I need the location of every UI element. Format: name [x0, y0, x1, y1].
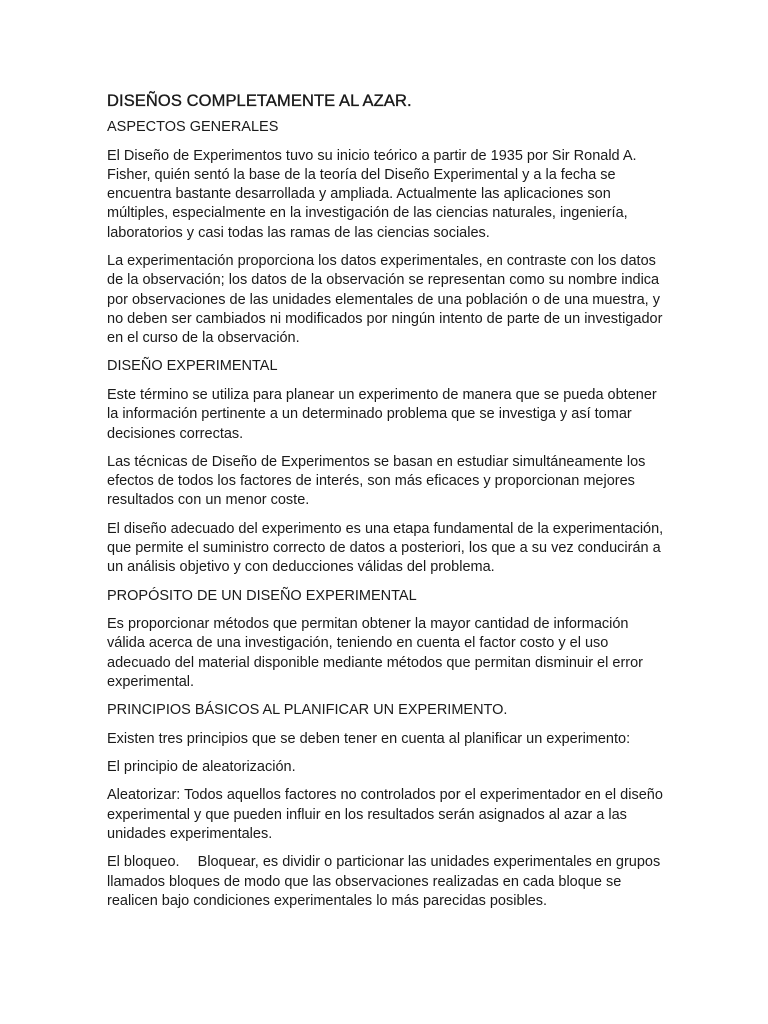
section-heading-diseno-experimental: DISEÑO EXPERIMENTAL: [107, 358, 278, 375]
document-title: DISEÑOS COMPLETAMENTE AL AZAR.: [107, 92, 412, 110]
paragraph-bloqueo: [107, 853, 667, 911]
paragraph-termino: Este término se utiliza para planear un experimento de manera que se pueda obtener la información pertinente a un determinado problema que se investiga y así tomar decisiones correctas.: [107, 386, 657, 442]
bloqueo-lead: El bloqueo.: [107, 854, 180, 871]
paragraph-tecnicas: Las técnicas de Diseño de Experimentos se basan en estudiar simultáneamente los efectos de todos los factores de interés, son más eficaces y proporcionan mejores resultados con un menor coste.: [107, 453, 646, 509]
section-heading-proposito: PROPÓSITO DE UN DISEÑO EXPERIMENTAL: [107, 587, 417, 604]
section-heading-principios: PRINCIPIOS BÁSICOS AL PLANIFICAR UN EXPERIMENTO.: [107, 702, 508, 719]
paragraph-fisher-history: El Diseño de Experimentos tuvo su inicio teórico a partir de 1935 por Sir Ronald A. Fisher, quién sentó la base de la teoría del Diseño Experimental y a la fecha se encuentra bastante desarrollada y ampliada. Actualmente las aplicaciones son múltiples, especialmente en la investigación de las ciencias naturales, ingeniería, laboratorios y casi todas las ramas de las ciencias sociales.: [107, 147, 637, 241]
paragraph-tres-principios: Existen tres principios que se deben tener en cuenta al planificar un experimento:: [107, 730, 631, 747]
paragraph-proposito: Es proporcionar métodos que permitan obtener la mayor cantidad de información válida acerca de una investigación, teniendo en cuenta el factor costo y el uso adecuado del material disponible mediante métodos que permitan disminuir el error experimental.: [107, 616, 643, 691]
paragraph-principio-aleatorizacion: El principio de aleatorización.: [107, 759, 296, 776]
document-page: [107, 90, 667, 920]
section-heading-aspectos-generales: ASPECTOS GENERALES: [107, 119, 279, 135]
bloqueo-text: Bloquear, es dividir o particionar las unidades experimentales en grupos llamados bloques de modo que las observaciones realizadas en cada bloque se realicen bajo condiciones experimentales lo más parecidas posibles.: [107, 854, 661, 909]
paragraph-diseno-adecuado: El diseño adecuado del experimento es una etapa fundamental de la experimentación, que permite el suministro correcto de datos a posteriori, los que a su vez conducirán a un análisis objetivo y con deducciones válidas del problema.: [107, 520, 664, 576]
paragraph-experimentacion: La experimentación proporciona los datos experimentales, en contraste con los datos de la observación; los datos de la observación se representan como su nombre indica por observaciones de las unidades elementales de una población o de una muestra, y no deben ser cambiados ni modificados por ningún intento de parte de un investigador en el curso de la observación.: [107, 252, 663, 347]
paragraph-aleatorizar: Aleatorizar: Todos aquellos factores no controlados por el experimentador en el diseño experimental y que pueden influir en los resultados serán asignados al azar a las unidades experimentales.: [107, 787, 663, 843]
